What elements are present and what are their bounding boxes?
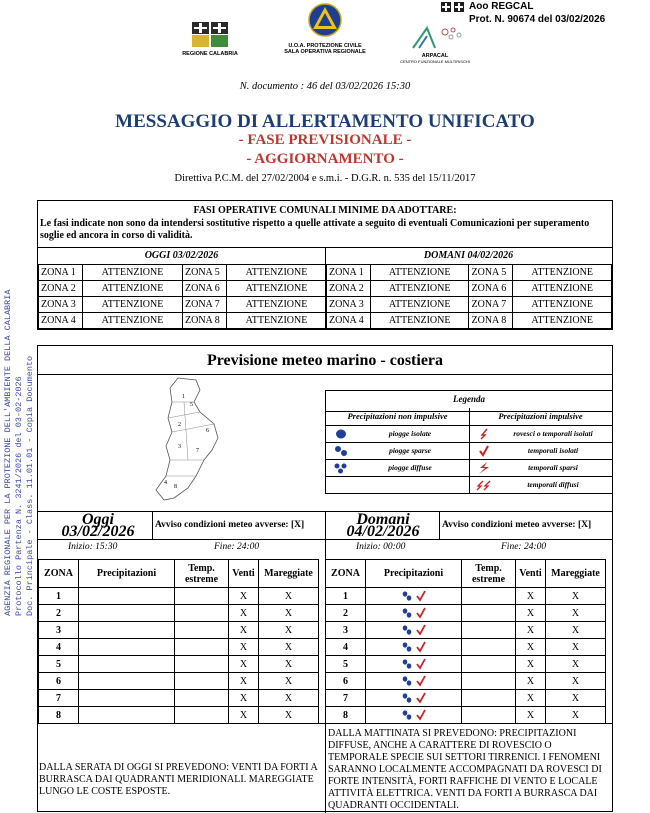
zona-cell: ZONA 7 [183, 297, 227, 313]
zona-cell: ZONA 3 [327, 297, 371, 313]
zona-cell: 7 [39, 690, 79, 707]
venti-cell: X [516, 605, 546, 622]
protezione-civile-logo [270, 2, 380, 56]
arpacal-sub-label: CENTRO FUNZIONALE MULTIRISCHI [400, 59, 470, 64]
oggi-avviso: Avviso condizioni meteo avverse: [X] [155, 520, 305, 530]
venti-cell: X [516, 588, 546, 605]
venti-cell: X [229, 605, 259, 622]
direttiva-line: Direttiva P.C.M. del 27/02/2004 e s.m.i. - D.G.R. n. 535 del 15/11/2017 [174, 173, 476, 184]
rain-diffuse-icon [332, 462, 350, 474]
meteo-title: Previsione meteo marino - costiera [206, 352, 444, 369]
zona-cell: 5 [326, 656, 366, 673]
precipitazioni-cell [79, 588, 175, 605]
table-row [326, 673, 606, 690]
fasi-oggi-table [38, 264, 327, 329]
zona-cell: ZONA 8 [469, 313, 513, 329]
page-title: MESSAGGIO DI ALLERTAMENTO UNIFICATO [115, 111, 535, 132]
fase-cell: ATTENZIONE [83, 313, 183, 329]
column-header: Venti [516, 560, 546, 588]
zona-cell: ZONA 6 [183, 281, 227, 297]
temp-cell [175, 690, 229, 707]
mareggiate-cell: X [259, 673, 319, 690]
mareggiate-cell: X [259, 605, 319, 622]
zona-cell: 5 [39, 656, 79, 673]
fase-cell: ATTENZIONE [370, 313, 469, 329]
temp-cell [175, 656, 229, 673]
zona-cell: ZONA 7 [469, 297, 513, 313]
precipitazioni-cell [79, 622, 175, 639]
fasi-row [327, 297, 612, 313]
side-stamp-line: AGENZIA REGIONALE PER LA PROTEZIONE DELL'AMBIENTE DELLA CALABRIA [3, 289, 13, 616]
oggi-fine: Fine: 24:00 [214, 542, 260, 552]
legend-item [326, 459, 469, 476]
column-header: Temp. estreme [175, 560, 229, 588]
zona-cell: 6 [326, 673, 366, 690]
fase-cell: ATTENZIONE [370, 281, 469, 297]
mareggiate-cell: X [546, 588, 606, 605]
protocol-number: Prot. N. 90674 del 03/02/2026 [469, 14, 606, 25]
zona-cell: 2 [39, 605, 79, 622]
venti-cell: X [229, 622, 259, 639]
mareggiate-cell: X [546, 639, 606, 656]
zona-cell: ZONA 1 [327, 265, 371, 281]
zona-cell: 4 [326, 639, 366, 656]
domani-inizio: Inizio: 00:00 [356, 542, 406, 552]
aggiornamento-label: - AGGIORNAMENTO - [246, 151, 404, 167]
precipitazioni-cell [79, 673, 175, 690]
temp-cell [462, 588, 516, 605]
fase-cell: ATTENZIONE [227, 281, 327, 297]
meteo-oggi-table [38, 559, 319, 724]
forecast-text-domani: DALLA MATTINATA SI PREVEDONO: PRECIPITAZIONI DIFFUSE, ANCHE A CARATTERE DI ROVESCIO O TEMPORALE SPECIE SUI SETTORI TIRRENICI. I FENOMENI SARANNO LOCALMENTE ACCOMPAGNATI DA ROVESCI DI FORTE INTENSITÀ, FORTI RAFFICHE DI VENTO E LOCALE ATTIVITÀ ELETTRICA. VENTI DA FORTI A BURRASCA DAI QUADRANTI OCCIDENTALI. [328, 728, 602, 811]
table-row [39, 690, 319, 707]
temp-cell [462, 605, 516, 622]
rain-scattered-icon [401, 709, 427, 721]
protocol-aoo: Aoo REGCAL [469, 1, 534, 12]
mareggiate-cell: X [259, 690, 319, 707]
fase-cell: ATTENZIONE [370, 297, 469, 313]
mareggiate-cell: X [546, 622, 606, 639]
divider [439, 511, 440, 539]
venti-cell: X [229, 656, 259, 673]
legend-item [326, 442, 469, 459]
header-logos [125, 0, 485, 78]
precipitazioni-cell [366, 605, 462, 622]
temp-cell [175, 622, 229, 639]
shower-icon [475, 428, 493, 440]
calabria-zone-map [148, 376, 248, 504]
fasi-row [39, 265, 327, 281]
temp-cell [175, 673, 229, 690]
fase-cell: ATTENZIONE [227, 265, 327, 281]
mareggiate-cell: X [546, 690, 606, 707]
header-row [326, 560, 606, 588]
fasi-oggi-heading: OGGI 03/02/2026 [144, 250, 219, 261]
legend-item [326, 425, 469, 442]
venti-cell: X [516, 707, 546, 724]
table-row [39, 707, 319, 724]
precipitazioni-cell [366, 690, 462, 707]
table-row [326, 622, 606, 639]
fase-label: - FASE PREVISIONALE - [238, 132, 412, 148]
rain-scattered-icon [332, 445, 350, 457]
mareggiate-cell: X [259, 656, 319, 673]
venti-cell: X [516, 639, 546, 656]
precipitazioni-cell [366, 622, 462, 639]
rain-scattered-icon [401, 675, 427, 687]
legend-label: rovesci o temporali isolati [513, 429, 593, 438]
column-header: ZONA [39, 560, 79, 588]
column-header: Temp. estreme [462, 560, 516, 588]
map-zone-label: 4 [164, 480, 167, 486]
regione-shield-icon [190, 22, 230, 48]
regione-calabria-logo [175, 22, 245, 57]
legend-item [326, 476, 469, 493]
mareggiate-cell: X [546, 605, 606, 622]
table-row [326, 656, 606, 673]
oggi-label-day: Oggi [82, 511, 114, 528]
precipitazioni-cell [79, 707, 175, 724]
precipitazioni-cell [79, 639, 175, 656]
divider [325, 723, 326, 813]
fasi-operative-box [37, 200, 613, 330]
fase-cell: ATTENZIONE [370, 265, 469, 281]
domani-fine: Fine: 24:00 [501, 542, 547, 552]
meteo-section [37, 345, 613, 812]
fase-cell: ATTENZIONE [83, 297, 183, 313]
rain-scattered-icon [401, 692, 427, 704]
venti-cell: X [229, 690, 259, 707]
table-row [326, 690, 606, 707]
domani-avviso: Avviso condizioni meteo avverse: [X] [442, 520, 592, 530]
fasi-row [327, 265, 612, 281]
column-header: ZONA [326, 560, 366, 588]
map-zone-label: 2 [178, 422, 181, 428]
rain-scattered-icon [401, 658, 427, 670]
map-zone-label: 1 [182, 394, 185, 400]
legend-label: piogge diffuse [388, 463, 432, 472]
zona-cell: 4 [39, 639, 79, 656]
arpacal-label: ARPACAL [421, 52, 449, 59]
zona-cell: 1 [326, 588, 366, 605]
column-header: Venti [229, 560, 259, 588]
zona-cell: ZONA 2 [39, 281, 83, 297]
fase-cell: ATTENZIONE [513, 265, 612, 281]
side-stamp-line: Doc. Principale - Class. 11.01.01 - Copia Documento [25, 355, 35, 616]
rain-scattered-icon [401, 590, 427, 602]
zona-cell: ZONA 5 [469, 265, 513, 281]
side-protocol-stamp [3, 236, 36, 616]
zona-cell: 8 [326, 707, 366, 724]
temp-cell [462, 673, 516, 690]
venti-cell: X [516, 656, 546, 673]
mareggiate-cell: X [259, 622, 319, 639]
fasi-domani-table [326, 264, 612, 329]
document-number: N. documento : 46 del 03/02/2026 15:30 [239, 81, 411, 92]
mareggiate-cell: X [259, 707, 319, 724]
regione-label: REGIONE CALABRIA [182, 50, 238, 57]
arpacal-emblem-icon [405, 24, 465, 50]
temp-cell [175, 588, 229, 605]
fasi-domani-heading: DOMANI 04/02/2026 [423, 250, 514, 261]
temp-cell [175, 605, 229, 622]
legend-label: piogge sparse [389, 446, 431, 455]
venti-cell: X [516, 622, 546, 639]
mareggiate-cell: X [546, 707, 606, 724]
precipitazioni-cell [366, 707, 462, 724]
table-row [326, 605, 606, 622]
legend-non-impulsive: Precipitazioni non impulsive [347, 411, 448, 421]
zona-cell: ZONA 4 [39, 313, 83, 329]
column-header: Precipitazioni [366, 560, 462, 588]
domani-label-day: Domani [356, 511, 410, 528]
divider [38, 374, 612, 375]
zona-cell: ZONA 2 [327, 281, 371, 297]
legend-label: piogge isolate [388, 429, 432, 438]
zona-cell: ZONA 5 [183, 265, 227, 281]
mareggiate-cell: X [546, 673, 606, 690]
fase-cell: ATTENZIONE [227, 297, 327, 313]
fasi-row [39, 297, 327, 313]
uoa-line1: U.O.A. PROTEZIONE CIVILE [288, 42, 362, 49]
rain-scattered-icon [401, 607, 427, 619]
table-row [39, 673, 319, 690]
table-row [39, 639, 319, 656]
map-zone-label: 5 [190, 402, 193, 408]
map-zone-label: 7 [196, 448, 199, 454]
zona-cell: 7 [326, 690, 366, 707]
zona-cell: 8 [39, 707, 79, 724]
oggi-label-date: 03/02/2026 [61, 523, 135, 540]
legend-item [469, 442, 612, 459]
zona-cell: ZONA 8 [183, 313, 227, 329]
legend-item [469, 459, 612, 476]
side-stamp-line: Protocollo Partenza N. 3241/2026 del 03-02-2026 [14, 376, 24, 616]
venti-cell: X [516, 673, 546, 690]
rain-isolated-icon [332, 428, 350, 440]
map-zone-label: 6 [206, 428, 209, 434]
temp-cell [175, 639, 229, 656]
legend-box [325, 390, 613, 494]
fase-cell: ATTENZIONE [227, 313, 327, 329]
fase-cell: ATTENZIONE [513, 297, 612, 313]
mareggiate-cell: X [546, 656, 606, 673]
zona-cell: 1 [39, 588, 79, 605]
fase-cell: ATTENZIONE [83, 265, 183, 281]
thunderstorm-scattered-icon [475, 462, 493, 474]
table-row [326, 707, 606, 724]
mareggiate-cell: X [259, 639, 319, 656]
venti-cell: X [229, 707, 259, 724]
zona-cell: ZONA 4 [327, 313, 371, 329]
uoa-line2: SALA OPERATIVA REGIONALE [284, 49, 366, 55]
thunderstorm-isolated-icon [475, 445, 493, 457]
fasi-row [39, 313, 327, 329]
fasi-row [327, 281, 612, 297]
thunderstorm-diffuse-icon [475, 479, 493, 491]
venti-cell: X [229, 639, 259, 656]
legend-label: temporali sparsi [528, 463, 578, 472]
meteo-domani-table [325, 559, 606, 724]
table-row [39, 588, 319, 605]
header-row [39, 560, 319, 588]
fase-cell: ATTENZIONE [83, 281, 183, 297]
fasi-heading: FASI OPERATIVE COMUNALI MINIME DA ADOTTARE: [193, 205, 457, 216]
rain-scattered-icon [401, 624, 427, 636]
oggi-label [58, 511, 138, 540]
fase-cell: ATTENZIONE [513, 281, 612, 297]
precipitazioni-cell [366, 656, 462, 673]
arpacal-logo [395, 24, 475, 66]
column-header: Mareggiate [259, 560, 319, 588]
column-header: Mareggiate [546, 560, 606, 588]
legend-item [469, 425, 612, 442]
legend-impulsive: Precipitazioni impulsive [498, 411, 583, 421]
precipitazioni-cell [366, 639, 462, 656]
legend-label: temporali isolati [527, 446, 579, 455]
zona-cell: 6 [39, 673, 79, 690]
fasi-row [327, 313, 612, 329]
venti-cell: X [229, 588, 259, 605]
fasi-row [39, 281, 327, 297]
zona-cell: 2 [326, 605, 366, 622]
legend-label: temporali diffusi [527, 480, 579, 489]
temp-cell [175, 707, 229, 724]
temp-cell [462, 707, 516, 724]
fase-cell: ATTENZIONE [513, 313, 612, 329]
domani-label [343, 511, 423, 540]
divider [325, 511, 326, 559]
zona-cell: ZONA 6 [469, 281, 513, 297]
venti-cell: X [516, 690, 546, 707]
temp-cell [462, 656, 516, 673]
oggi-inizio: Inizio: 15:30 [68, 542, 118, 552]
temp-cell [462, 622, 516, 639]
forecast-text-oggi: DALLA SERATA DI OGGI SI PREVEDONO: VENTI DA FORTI A BURRASCA DAI QUADRANTI MERIDIONALI. MAREGGIATE LUNGO LE COSTE ESPOSTE. [39, 762, 318, 797]
zona-cell: ZONA 3 [39, 297, 83, 313]
table-row [39, 622, 319, 639]
table-row [39, 605, 319, 622]
precipitazioni-cell [366, 673, 462, 690]
rain-scattered-icon [401, 641, 427, 653]
precipitazioni-cell [79, 656, 175, 673]
temp-cell [462, 639, 516, 656]
venti-cell: X [229, 673, 259, 690]
domani-label-date: 04/02/2026 [346, 523, 420, 540]
legend-title: Legenda [453, 394, 485, 404]
mareggiate-cell: X [259, 588, 319, 605]
protezione-civile-emblem-icon [308, 2, 342, 40]
zona-cell: 3 [39, 622, 79, 639]
fasi-note: Le fasi indicate non sono da intendersi sostitutive rispetto a quelle attivate a seguito di eventuali Comunicazioni per superamento soglie ed ancora in corso di validità. [40, 218, 590, 241]
map-zone-label: 8 [174, 484, 177, 490]
table-row [39, 656, 319, 673]
temp-cell [462, 690, 516, 707]
precipitazioni-cell [79, 690, 175, 707]
divider [152, 511, 153, 539]
column-header: Precipitazioni [79, 560, 175, 588]
precipitazioni-cell [366, 588, 462, 605]
precipitazioni-cell [79, 605, 175, 622]
map-zone-label: 3 [178, 444, 181, 450]
table-row [326, 639, 606, 656]
zona-cell: ZONA 1 [39, 265, 83, 281]
legend-item [469, 476, 612, 493]
table-row [326, 588, 606, 605]
zona-cell: 3 [326, 622, 366, 639]
